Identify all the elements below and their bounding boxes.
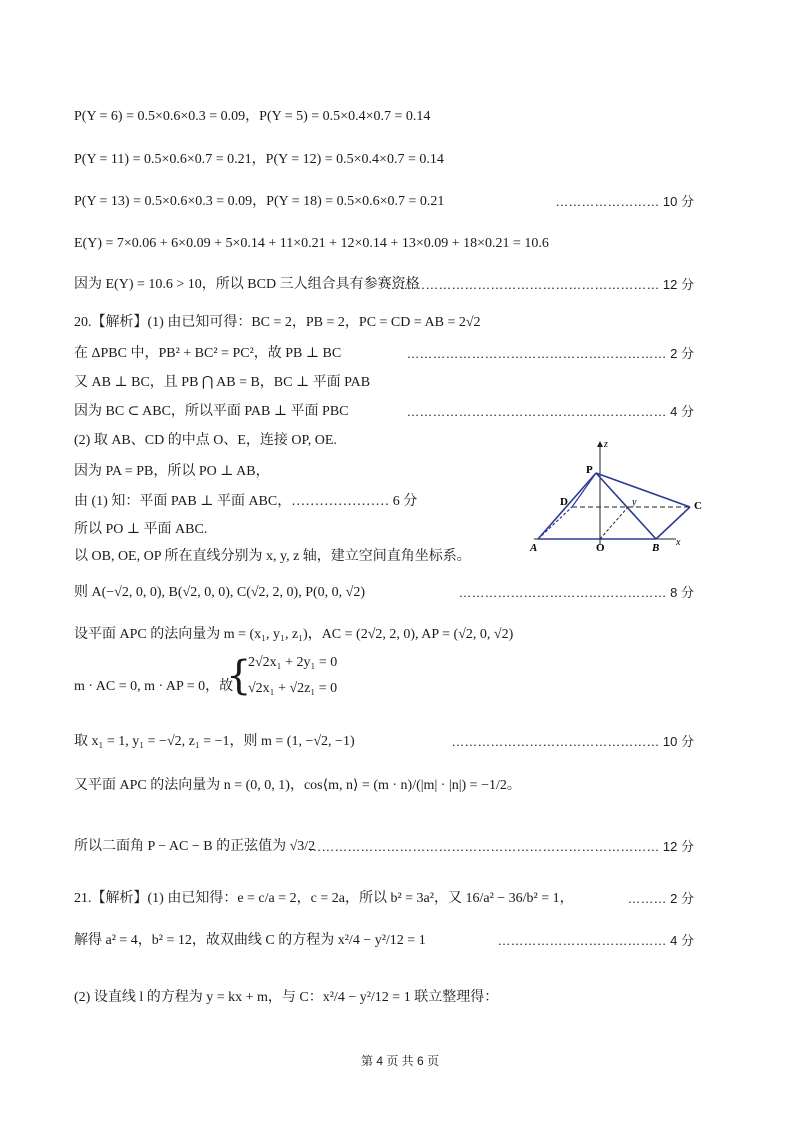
line-l4 [74,234,549,254]
label-C: C [694,500,702,512]
label-P: P [586,464,593,476]
line-text: 又 AB ⊥ BC，且 PB ⋂ AB = B，BC ⊥ 平面 PAB [74,375,371,390]
line-text: (2) 设直线 l 的方程为 y = kx + m，与 C：x²/4 − y²/12 = 1 联立整理得： [74,990,499,1005]
line-l11 [74,462,270,482]
line-text: P(Y = 11) = 0.5×0.6×0.7 = 0.21，P(Y = 12) = 0.5×0.4×0.7 = 0.14 [74,152,444,167]
line-text: 解得 a² = 4，b² = 12，故双曲线 C 的方程为 x²/4 − y²/12 = 1 [74,933,426,948]
line-text: 又平面 APC 的法向量为 n = (0, 0, 1)，cos⟨m, n⟩ = (m · n)/(|m| · |n|) = −1/2。 [74,778,521,793]
line-l12 [74,492,417,512]
score-points: …………………… 10 分 [555,194,694,209]
score-points: ………………………………… 4 分 [497,933,694,948]
edge-BC [656,507,690,539]
line-text: P(Y = 13) = 0.5×0.6×0.3 = 0.09，P(Y = 18) = 0.5×0.6×0.7 = 0.21 [74,194,445,209]
score-points: ……………………………………………………… 12 分 [386,277,694,292]
score-points: ……… 2 分 [627,891,694,906]
coordinate-figure [528,437,708,557]
line-text: 所以 PO ⊥ 平面 ABC. [74,522,208,537]
label-A: A [530,542,538,554]
line-l8 [74,373,370,393]
line-l13 [74,520,207,540]
line-text: 因为 E(Y) = 10.6 > 10，所以 BCD 三人组合具有参赛资格 [74,277,420,292]
edge-DP [572,473,596,507]
page-footer: 第 4 页 共 6 页 [360,1054,440,1068]
score-points: ………………………………………… 8 分 [458,585,694,600]
line-text: 所以二面角 P − AC − B 的正弦值为 √3/2 [74,839,316,854]
line-l2 [74,150,444,170]
label-y: y [632,497,637,508]
score-points: ………………………………………… 10 分 [451,734,694,749]
line-text: 以 OB, OE, OP 所在直线分别为 x, y, z 轴，建立空间直角坐标系。 [74,549,471,564]
y-axis [600,507,628,539]
line-l10 [74,431,337,451]
line-text: 因为 BC ⊂ ABC，所以平面 PAB ⊥ 平面 PBC [74,404,349,419]
line-l1 [74,107,430,127]
edge-PC [596,473,690,507]
line-l16 [74,625,513,645]
line-l14 [74,547,471,567]
line-text: m · AC = 0, m · AP = 0，故 [74,679,234,694]
line-text: 因为 PA = PB，所以 PO ⊥ AB， [74,464,270,479]
line-l6 [74,313,481,333]
line-text: 20.【解析】(1) 由已知可得：BC = 2，PB = 2，PC = CD = AB = 2√2 [74,315,481,330]
edge-PB [596,473,656,539]
line-l17 [74,677,233,697]
line-text: 设平面 APC 的法向量为 m = (x₁, y₁, z₁)，AC = (2√2, 2, 0), AP = (√2, 0, √2) [74,627,514,642]
edge-AD [538,507,572,539]
label-O: O [596,542,605,554]
label-x: x [676,537,681,548]
line-l23 [74,988,498,1008]
label-D: D [560,496,568,508]
line-text: 取 x₁ = 1, y₁ = −√2, z₁ = −1，则 m = (1, −√2, −1) [74,734,355,749]
line-text: 21.【解析】(1) 由已知得：e = c/a = 2，c = 2a，所以 b² = 3a²，又 16/a² − 36/b² = 1， [74,891,574,906]
equation-row-1: 2√2x₁ + 2y₁ = 0 [248,655,338,670]
score-points: …………………………………………………… 4 分 [406,404,694,419]
line-text: 在 ΔPBC 中，PB² + BC² = PC²，故 PB ⊥ BC [74,346,342,361]
line-text: 由 (1) 知：平面 PAB ⊥ 平面 ABC，………………… 6 分 [74,494,418,509]
score-points: ……………………………………………………………………… 12 分 [308,839,694,854]
z-arrow [597,441,603,447]
line-text: 则 A(−√2, 0, 0), B(√2, 0, 0), C(√2, 2, 0), P(0, 0, √2) [74,585,365,600]
equation-row-2: √2x₁ + √2z₁ = 0 [248,681,338,696]
line-text: (2) 取 AB、CD 的中点 O、E，连接 OP, OE. [74,433,337,448]
system-brace: { [226,653,252,699]
line-text: E(Y) = 7×0.06 + 6×0.09 + 5×0.14 + 11×0.21 + 12×0.14 + 13×0.09 + 18×0.21 = 10.6 [74,236,549,251]
label-B: B [652,542,660,554]
label-z: z [604,439,608,450]
line-text: P(Y = 6) = 0.5×0.6×0.3 = 0.09，P(Y = 5) = 0.5×0.4×0.7 = 0.14 [74,109,431,124]
line-l19 [74,776,521,796]
score-points: …………………………………………………… 2 分 [406,346,694,361]
